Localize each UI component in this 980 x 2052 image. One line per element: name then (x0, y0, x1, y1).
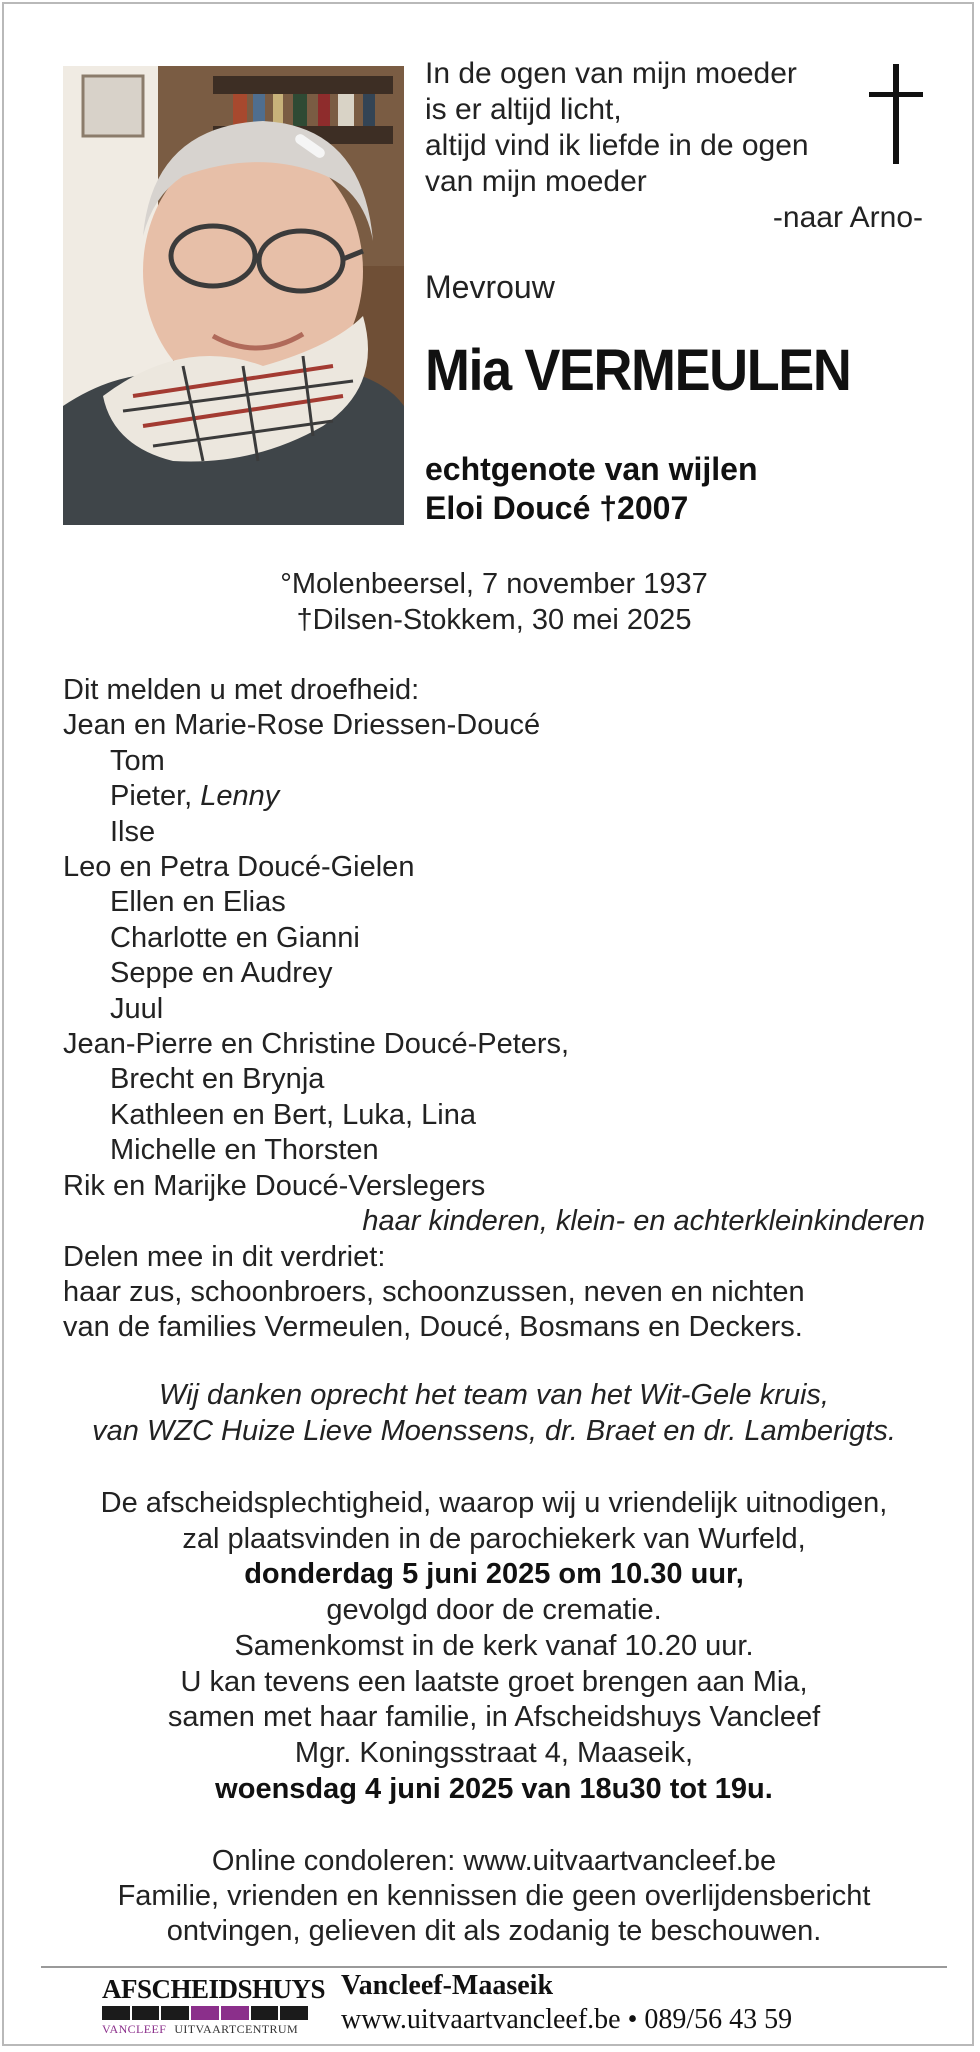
funeral-home-name: Vancleef-Maaseik (341, 1970, 554, 2001)
spouse-line: echtgenote van wijlen (425, 451, 758, 487)
poem (425, 56, 925, 236)
family-row-partner: Lenny (200, 780, 280, 813)
online-condolence: Online condoleren: www.uitvaartvancleef.be (211, 1845, 777, 1877)
birth-date: °Molenbeersel, 7 november 1937 (280, 568, 708, 600)
family-row-text: Pieter, (110, 780, 201, 813)
ceremony-line: De afscheidsplechtigheid, waarop wij u vriendelijk uitnodigen, (100, 1487, 888, 1519)
spouse-line: Eloi Doucé †2007 (425, 490, 689, 526)
cross-icon (866, 64, 926, 164)
thanks-line: van WZC Huize Lieve Moenssens, dr. Braet en dr. Lamberigts. (92, 1415, 896, 1447)
share-intro: Delen mee in dit verdriet: (63, 1240, 386, 1273)
footer-divider (41, 1966, 947, 1968)
thanks-line: Wij danken oprecht het team van het Wit-Gele kruis, (158, 1379, 829, 1411)
family-row: Leo en Petra Doucé-Gielen (63, 851, 415, 884)
ceremony-line: samen met haar familie, in Afscheidshuys Vancleef (167, 1701, 821, 1734)
ceremony-date: donderdag 5 juni 2025 om 10.30 uur, (244, 1558, 744, 1591)
life-dates (4, 566, 980, 638)
thanks-note (4, 1377, 980, 1449)
spouse-info (425, 450, 758, 528)
funeral-home-contact (341, 1969, 792, 2037)
logo-subtitle (102, 2022, 310, 2036)
notice-line: Familie, vrienden en kennissen die geen overlijdensbericht (117, 1880, 871, 1912)
family-row: Kathleen en Bert, Luka, Lina (110, 1098, 476, 1131)
share-line: van de families Vermeulen, Doucé, Bosmans en Deckers. (63, 1311, 803, 1344)
poem-line: altijd vind ik liefde in de ogen (425, 129, 809, 162)
family-row: Brecht en Brynja (110, 1063, 325, 1096)
ceremony-info (4, 1486, 980, 1807)
ceremony-line: gevolgd door de crematie. (326, 1594, 662, 1627)
logo-sub-left: VANCLEEF (102, 2022, 167, 2036)
family-row: Michelle en Thorsten (110, 1134, 379, 1167)
poem-line: van mijn moeder (425, 165, 647, 198)
share-line: haar zus, schoonbroers, schoonzussen, neven en nichten (63, 1275, 805, 1308)
family-row: Ellen en Elias (110, 886, 286, 919)
family-row: Juul (110, 992, 164, 1025)
obituary-card (2, 2, 974, 2046)
logo-brand: AFSCHEIDSHUYS (102, 1974, 326, 2004)
logo-sub-right: UITVAARTCENTRUM (174, 2022, 299, 2036)
funeral-home-logo (102, 1974, 326, 2036)
family-row: Jean en Marie-Rose Driessen-Doucé (63, 709, 541, 742)
funeral-home-contact-line: www.uitvaartvancleef.be • 089/56 43 59 (341, 2004, 793, 2035)
ceremony-line: Mgr. Koningsstraat 4, Maaseik, (294, 1736, 694, 1769)
deceased-name: Mia VERMEULEN (425, 338, 851, 403)
family-row: Charlotte en Gianni (110, 921, 360, 954)
portrait-photo (63, 66, 404, 525)
family-closing: haar kinderen, klein- en achterkleinkinderen (362, 1205, 925, 1238)
online-info (4, 1844, 980, 1949)
poem-credit: -naar Arno- (772, 201, 923, 234)
family-row (63, 779, 925, 814)
family-row: Rik en Marijke Doucé-Verslegers (63, 1169, 486, 1202)
family-row: Jean-Pierre en Christine Doucé-Peters, (63, 1028, 570, 1061)
family-intro: Dit melden u met droefheid: (63, 674, 420, 706)
family-row: Seppe en Audrey (110, 957, 333, 990)
ceremony-line: zal plaatsvinden in de parochiekerk van Wurfeld, (182, 1522, 806, 1555)
logo-bar (102, 2006, 310, 2020)
poem-line: is er altijd licht, (425, 93, 622, 126)
family-row: Tom (110, 744, 165, 777)
ceremony-line: U kan tevens een laatste groet brengen aan Mia, (180, 1665, 808, 1698)
notice-line: ontvingen, gelieven dit als zodanig te beschouwen. (166, 1915, 822, 1947)
salutation: Mevrouw (425, 269, 555, 305)
poem-line: In de ogen van mijn moeder (425, 57, 797, 90)
family-list (63, 673, 925, 1346)
portrait-image (63, 66, 404, 525)
visit-date: woensdag 4 juni 2025 van 18u30 tot 19u. (215, 1772, 773, 1805)
family-row: Ilse (110, 815, 156, 848)
death-date: †Dilsen-Stokkem, 30 mei 2025 (296, 604, 692, 636)
ceremony-line: Samenkomst in de kerk vanaf 10.20 uur. (234, 1629, 754, 1662)
